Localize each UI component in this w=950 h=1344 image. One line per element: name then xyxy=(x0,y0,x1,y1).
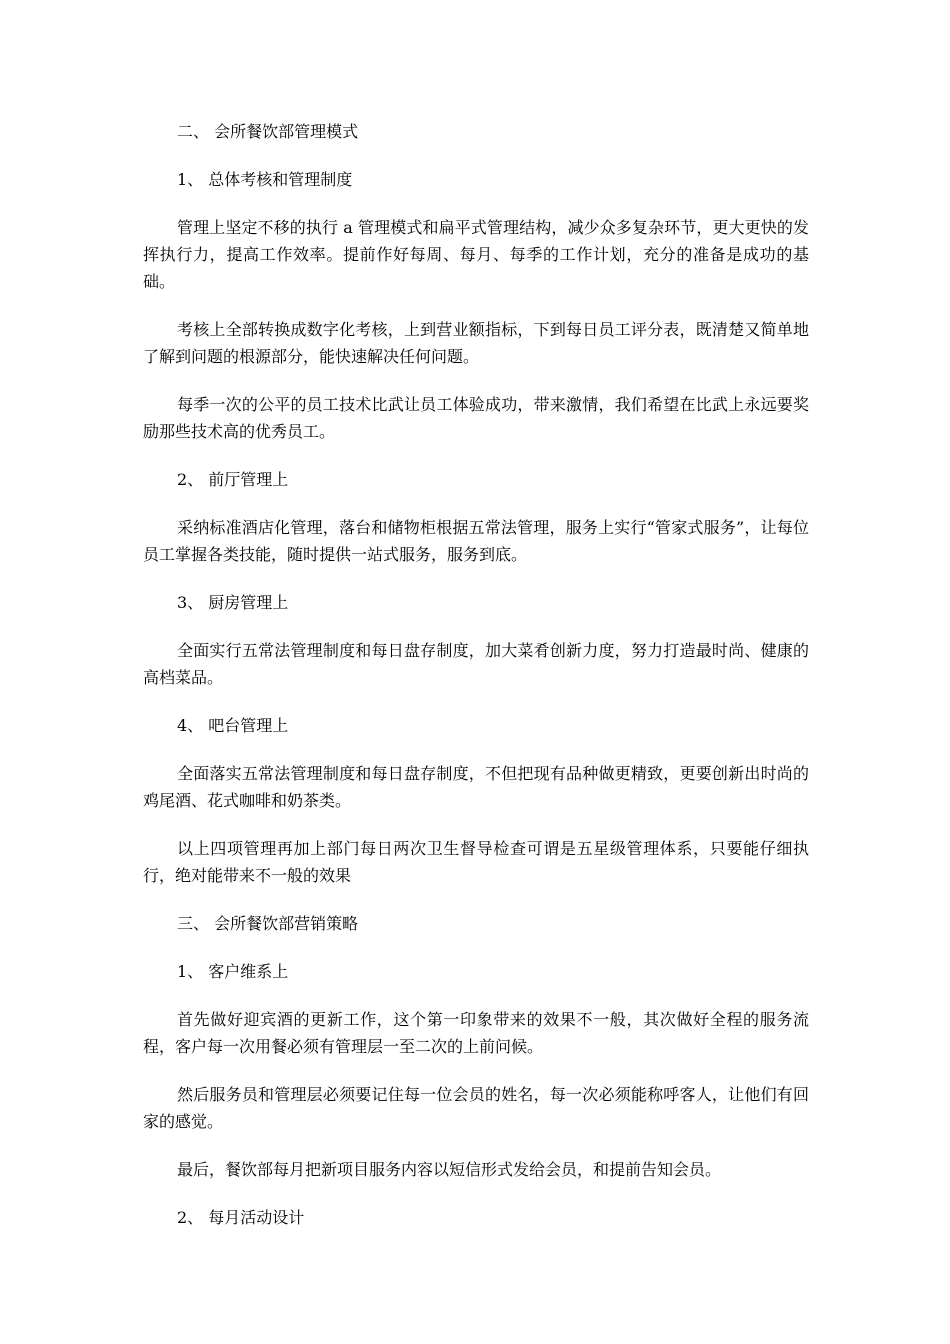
subheading-kitchen: 3、 厨房管理上 xyxy=(177,593,289,612)
paragraph-bar: 全面落实五常法管理制度和每日盘存制度，不但把现有品种做更精致，更要创新出时尚的鸡尾酒、花式咖啡和奶茶类。 xyxy=(143,764,809,810)
paragraph-front-hall: 采纳标准酒店化管理，落台和储物柜根据五常法管理，服务上实行“管家式服务”，让每位员工掌握各类技能，随时提供一站式服务，服务到底。 xyxy=(143,518,809,564)
section-heading-management-model: 二、 会所餐饮部管理模式 xyxy=(177,122,359,141)
paragraph-kitchen: 全面实行五常法管理制度和每日盘存制度，加大菜肴创新力度，努力打造最时尚、健康的高档菜品。 xyxy=(143,641,809,687)
paragraph-remember-names: 然后服务员和管理层必须要记住每一位会员的姓名，每一次必须能称呼客人，让他们有回家的感觉。 xyxy=(143,1085,809,1131)
paragraph-sms-notice: 最后，餐饮部每月把新项目服务内容以短信形式发给会员，和提前告知会员。 xyxy=(177,1160,722,1179)
subheading-front-hall: 2、 前厅管理上 xyxy=(177,470,289,489)
paragraph-skill-competition: 每季一次的公平的员工技术比武让员工体验成功，带来激情，我们希望在比武上永远要奖励那些技术高的优秀员工。 xyxy=(143,395,809,441)
paragraph-digital-assessment: 考核上全部转换成数字化考核，上到营业额指标，下到每日员工评分表，既清楚又简单地了解到问题的根源部分，能快速解决任何问题。 xyxy=(143,320,809,366)
subheading-bar: 4、 吧台管理上 xyxy=(177,716,289,735)
document-body xyxy=(143,118,809,1231)
subheading-overall-assessment: 1、 总体考核和管理制度 xyxy=(177,170,353,189)
paragraph-management-structure: 管理上坚定不移的执行 a 管理模式和扁平式管理结构，减少众多复杂环节，更大更快的发挥执行力，提高工作效率。提前作好每周、每月、每季的工作计划，充分的准备是成功的基础。 xyxy=(143,218,809,291)
subheading-customer-retention: 1、 客户维系上 xyxy=(177,962,289,981)
paragraph-management-summary: 以上四项管理再加上部门每日两次卫生督导检查可谓是五星级管理体系，只要能仔细执行，绝对能带来不一般的效果 xyxy=(143,839,809,885)
paragraph-welcome-drink: 首先做好迎宾酒的更新工作，这个第一印象带来的效果不一般，其次做好全程的服务流程，客户每一次用餐必须有管理层一至二次的上前问候。 xyxy=(143,1010,809,1056)
subheading-monthly-activities: 2、 每月活动设计 xyxy=(177,1208,305,1227)
section-heading-marketing-strategy: 三、 会所餐饮部营销策略 xyxy=(177,914,359,933)
